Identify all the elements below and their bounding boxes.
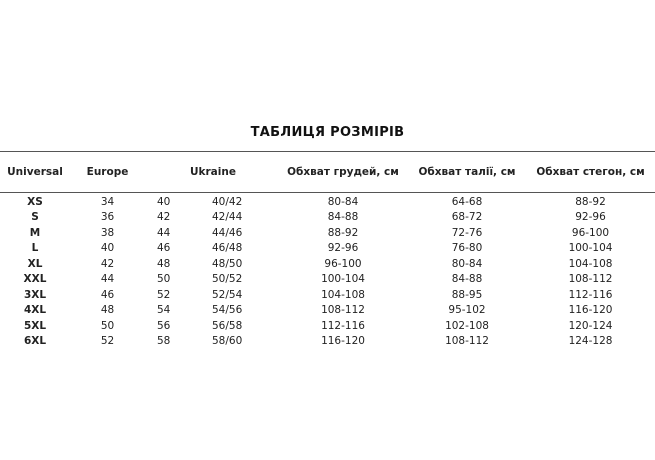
table-body xyxy=(0,193,655,350)
cell-ukraine-b: 50/52 xyxy=(212,273,243,286)
cell-waist: 84-88 xyxy=(451,273,483,286)
cell-europe: 38 xyxy=(100,226,115,239)
table-row xyxy=(0,226,655,242)
table-row xyxy=(0,334,655,350)
cell-chest: 80-84 xyxy=(327,196,359,208)
cell-ukraine-b: 56/58 xyxy=(212,319,243,332)
cell-ukraine-a: 46 xyxy=(157,242,171,255)
cell-waist: 68-72 xyxy=(451,211,483,224)
cell-waist: 76-80 xyxy=(451,242,483,255)
header-waist: Обхват талії, см xyxy=(408,152,526,193)
cell-hips: 108-112 xyxy=(568,273,613,286)
cell-ukraine-a: 48 xyxy=(157,257,171,270)
cell-europe: 44 xyxy=(100,273,115,286)
cell-chest: 84-88 xyxy=(327,211,359,224)
cell-ukraine-a: 42 xyxy=(157,211,171,224)
cell-chest: 96-100 xyxy=(324,257,362,270)
page-title: ТАБЛИЦЯ РОЗМІРІВ xyxy=(250,125,405,140)
cell-ukraine-a: 58 xyxy=(157,335,171,348)
cell-waist: 80-84 xyxy=(451,257,483,270)
cell-universal: XL xyxy=(27,257,43,270)
cell-europe: 50 xyxy=(100,319,115,332)
cell-hips: 88-92 xyxy=(575,196,606,208)
cell-universal: 5XL xyxy=(23,319,47,332)
table-row xyxy=(0,257,655,273)
cell-chest: 108-112 xyxy=(321,304,365,317)
cell-chest: 100-104 xyxy=(321,273,365,286)
cell-europe: 36 xyxy=(100,211,115,224)
cell-europe: 48 xyxy=(100,304,115,317)
table-row xyxy=(0,303,655,319)
cell-waist: 95-102 xyxy=(448,304,486,317)
cell-ukraine-b: 46/48 xyxy=(212,242,243,255)
cell-europe: 52 xyxy=(100,335,115,348)
cell-universal: XS xyxy=(27,196,43,208)
cell-universal: S xyxy=(31,211,39,224)
cell-waist: 64-68 xyxy=(451,196,483,208)
cell-waist: 88-95 xyxy=(451,288,483,301)
cell-hips: 124-128 xyxy=(568,335,613,348)
cell-ukraine-b: 58/60 xyxy=(212,335,243,348)
header-hips: Обхват стегон, см xyxy=(526,152,655,193)
table-row xyxy=(0,288,655,304)
table-row xyxy=(0,319,655,335)
cell-hips: 92-96 xyxy=(575,211,606,224)
cell-hips: 100-104 xyxy=(568,242,613,255)
table-row xyxy=(0,272,655,288)
table-header-row xyxy=(0,152,655,193)
cell-universal: 4XL xyxy=(23,304,47,317)
cell-hips: 120-124 xyxy=(568,319,613,332)
cell-ukraine-a: 40 xyxy=(157,196,171,208)
cell-universal: M xyxy=(29,226,41,239)
cell-europe: 46 xyxy=(100,288,115,301)
cell-ukraine-b: 54/56 xyxy=(212,304,243,317)
cell-ukraine-b: 44/46 xyxy=(212,226,243,239)
cell-universal: L xyxy=(31,242,39,255)
cell-chest: 88-92 xyxy=(327,226,359,239)
cell-europe: 34 xyxy=(100,196,115,208)
cell-hips: 96-100 xyxy=(571,226,610,239)
cell-ukraine-b: 48/50 xyxy=(212,257,243,270)
cell-chest: 112-116 xyxy=(321,319,365,332)
cell-waist: 102-108 xyxy=(445,319,489,332)
cell-ukraine-a: 54 xyxy=(157,304,171,317)
cell-ukraine-a: 44 xyxy=(157,226,171,239)
cell-hips: 104-108 xyxy=(568,257,613,270)
cell-ukraine-a: 50 xyxy=(157,273,171,286)
cell-europe: 42 xyxy=(100,257,115,270)
cell-universal: 6XL xyxy=(23,335,47,348)
cell-universal: 3XL xyxy=(23,288,47,301)
size-chart-table xyxy=(0,151,655,350)
header-chest: Обхват грудей, см xyxy=(278,152,408,193)
cell-universal: XXL xyxy=(23,273,47,286)
table-row xyxy=(0,241,655,257)
table-row xyxy=(0,193,655,211)
cell-ukraine-b: 40/42 xyxy=(212,196,243,208)
cell-hips: 112-116 xyxy=(568,288,613,301)
cell-chest: 116-120 xyxy=(321,335,365,348)
cell-hips: 116-120 xyxy=(568,304,613,317)
cell-chest: 104-108 xyxy=(321,288,365,301)
cell-ukraine-b: 42/44 xyxy=(212,211,243,224)
table-row xyxy=(0,210,655,226)
header-ukraine: Ukraine xyxy=(145,152,278,193)
cell-chest: 92-96 xyxy=(327,242,359,255)
cell-ukraine-a: 56 xyxy=(157,319,171,332)
cell-waist: 108-112 xyxy=(445,335,489,348)
header-universal: Universal xyxy=(0,152,70,193)
cell-waist: 72-76 xyxy=(451,226,483,239)
cell-ukraine-a: 52 xyxy=(157,288,171,301)
cell-europe: 40 xyxy=(100,242,115,255)
cell-ukraine-b: 52/54 xyxy=(212,288,243,301)
header-europe: Europe xyxy=(70,152,145,193)
